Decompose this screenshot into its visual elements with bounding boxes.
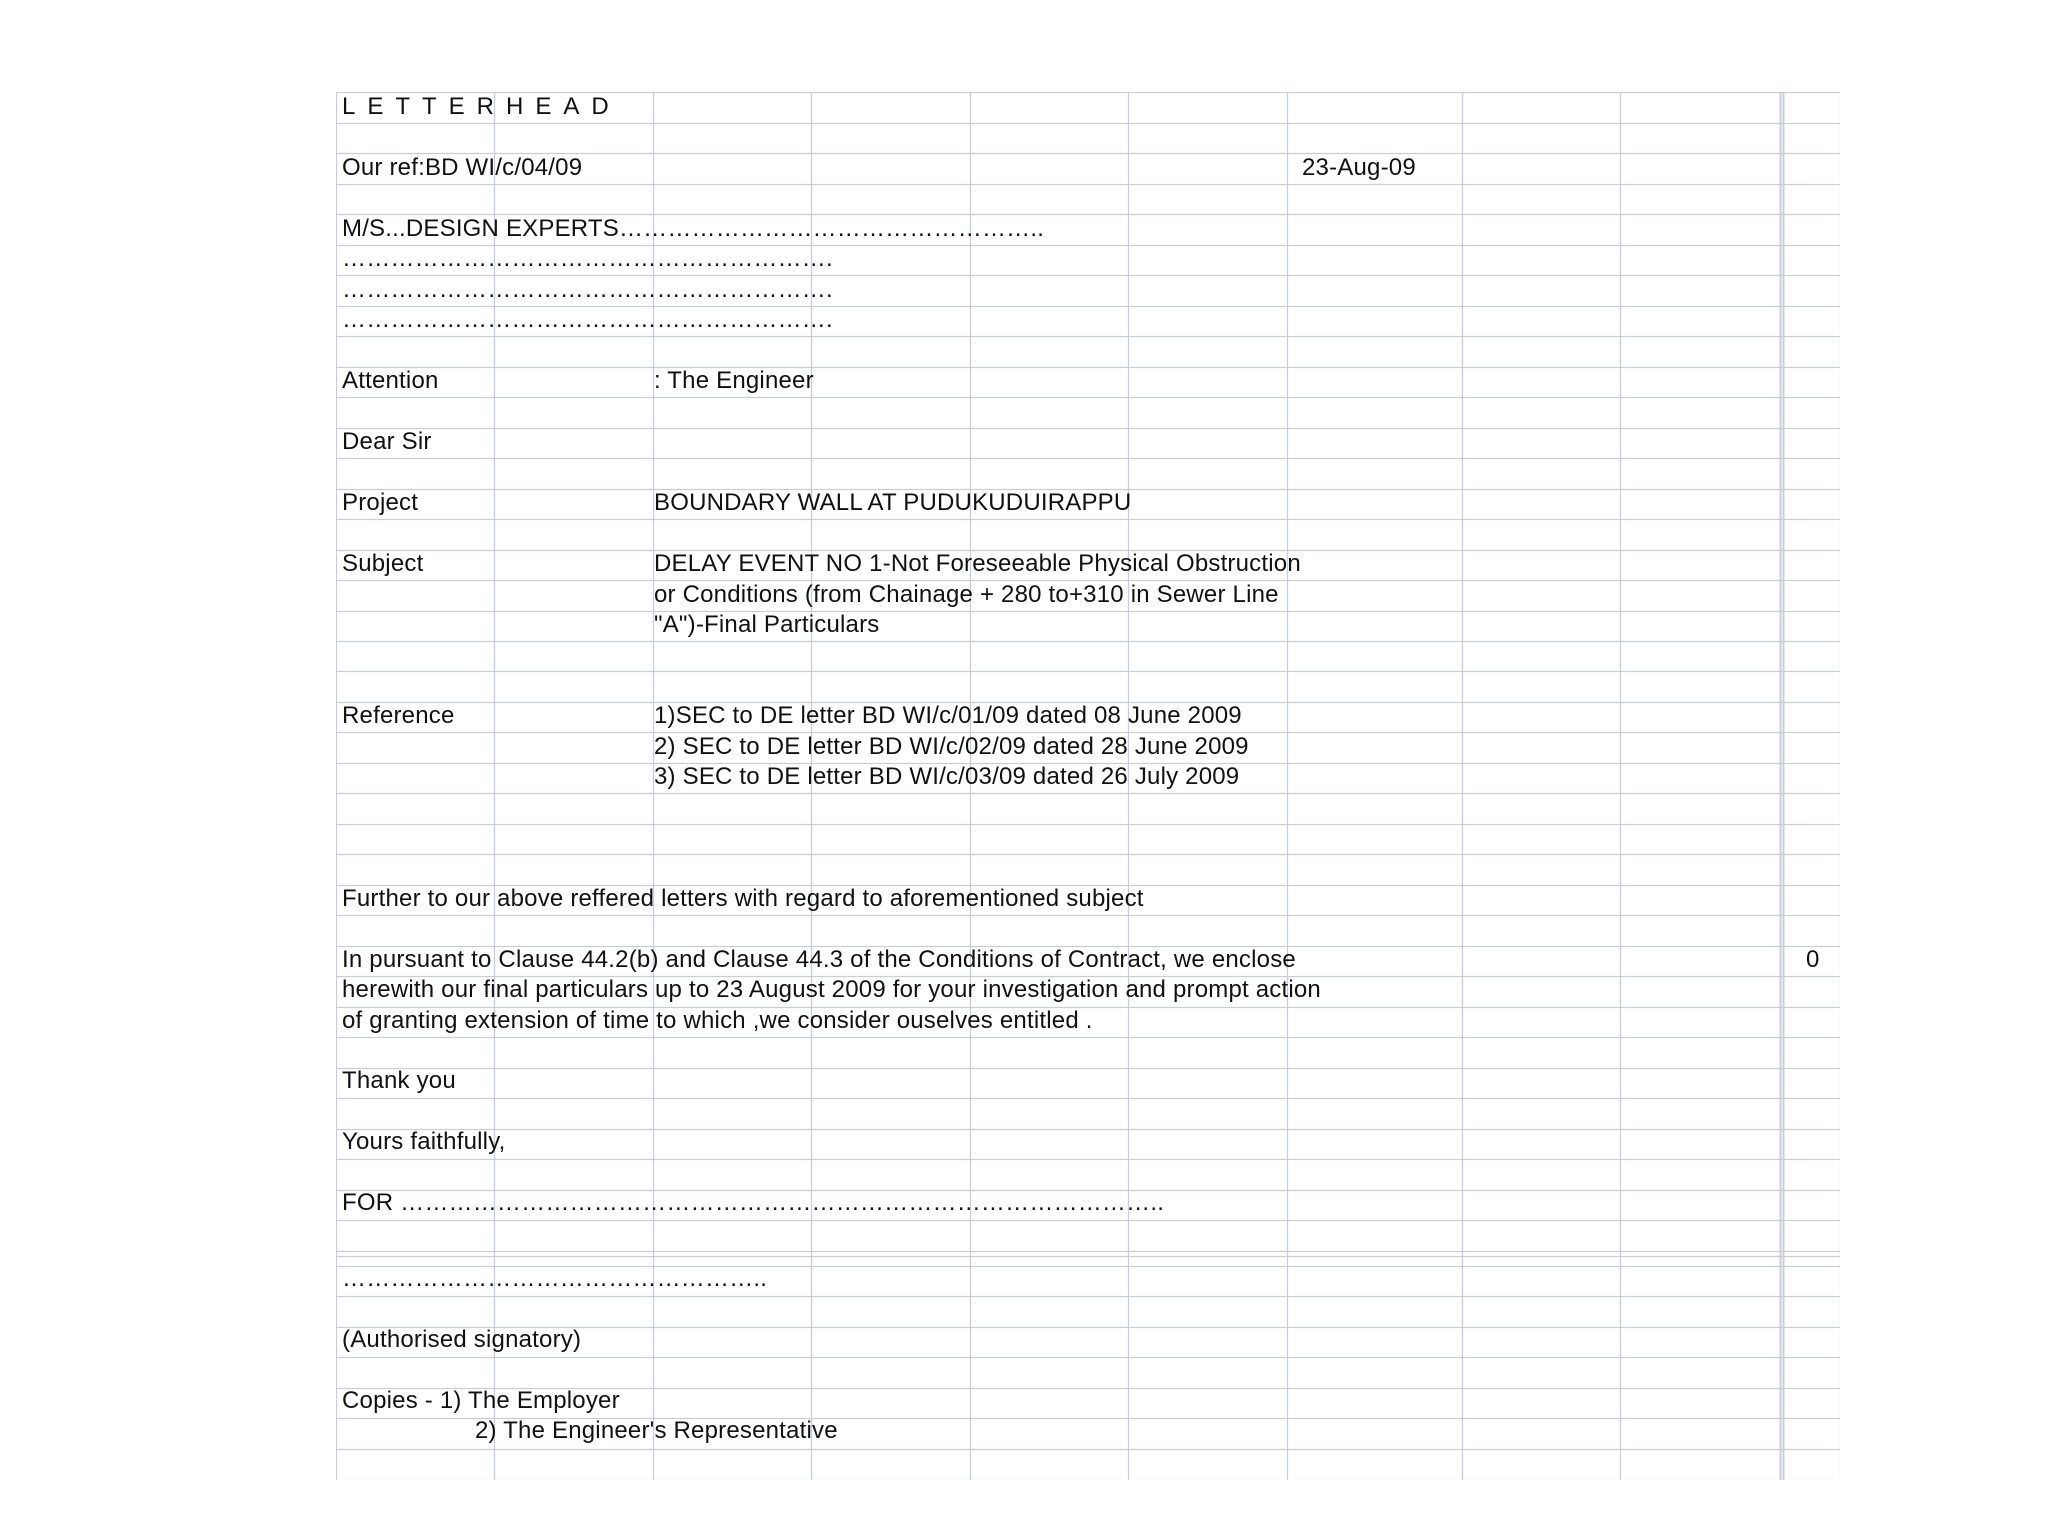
pursuant-line-1: In pursuant to Clause 44.2(b) and Clause 44.3 of the Conditions of Contract, we enclose [342, 946, 1296, 973]
project-value: BOUNDARY WALL AT PUDUKUDUIRAPPU [654, 489, 1132, 516]
addressee-line-3: ……………………………………………………. [342, 276, 833, 303]
letter-date: 23-Aug-09 [1302, 154, 1416, 181]
authorised-signatory: (Authorised signatory) [342, 1326, 582, 1353]
thank-you: Thank you [342, 1067, 456, 1094]
reference-label: Reference [342, 702, 455, 729]
our-reference: Our ref:BD WI/c/04/09 [342, 154, 583, 181]
addressee-line-4: ……………………………………………………. [342, 306, 833, 333]
attention-value: : The Engineer [654, 367, 814, 394]
project-label: Project [342, 489, 419, 516]
subject-label: Subject [342, 550, 424, 577]
further-paragraph: Further to our above reffered letters with regard to aforementioned subject [342, 885, 1144, 912]
reference-line-1: 1)SEC to DE letter BD WI/c/01/09 dated 08 June 2009 [654, 702, 1242, 729]
reference-line-2: 2) SEC to DE letter BD WI/c/02/09 dated 28 June 2009 [654, 733, 1249, 760]
addressee-line-1: M/S...DESIGN EXPERTS…………………………………………….. [342, 215, 1045, 242]
spreadsheet-grid[interactable] [336, 92, 1840, 1480]
zero-cell-value: 0 [1806, 946, 1820, 973]
copies-line-1: Copies - 1) The Employer [342, 1387, 620, 1414]
addressee-line-2: ……………………………………………………. [342, 245, 833, 272]
yours-faithfully: Yours faithfully, [342, 1128, 506, 1155]
pursuant-line-2: herewith our final particulars up to 23 August 2009 for your investigation and prompt action [342, 976, 1321, 1003]
letterhead-title: LETTERHEAD [342, 93, 621, 120]
signature-dots: …………………………………………….. [342, 1265, 768, 1292]
salutation: Dear Sir [342, 428, 432, 455]
reference-line-3: 3) SEC to DE letter BD WI/c/03/09 dated 26 July 2009 [654, 763, 1240, 790]
attention-label: Attention [342, 367, 439, 394]
subject-line-2: or Conditions (from Chainage + 280 to+310 in Sewer Line [654, 581, 1279, 608]
subject-line-1: DELAY EVENT NO 1-Not Foreseeable Physical Obstruction [654, 550, 1301, 577]
for-company-line: FOR ………………………………………………………………………………….. [342, 1189, 1165, 1216]
copies-line-2: 2) The Engineer's Representative [475, 1417, 838, 1444]
subject-line-3: "A")-Final Particulars [654, 611, 880, 638]
pursuant-line-3: of granting extension of time to which ,we consider ouselves entitled . [342, 1007, 1093, 1034]
